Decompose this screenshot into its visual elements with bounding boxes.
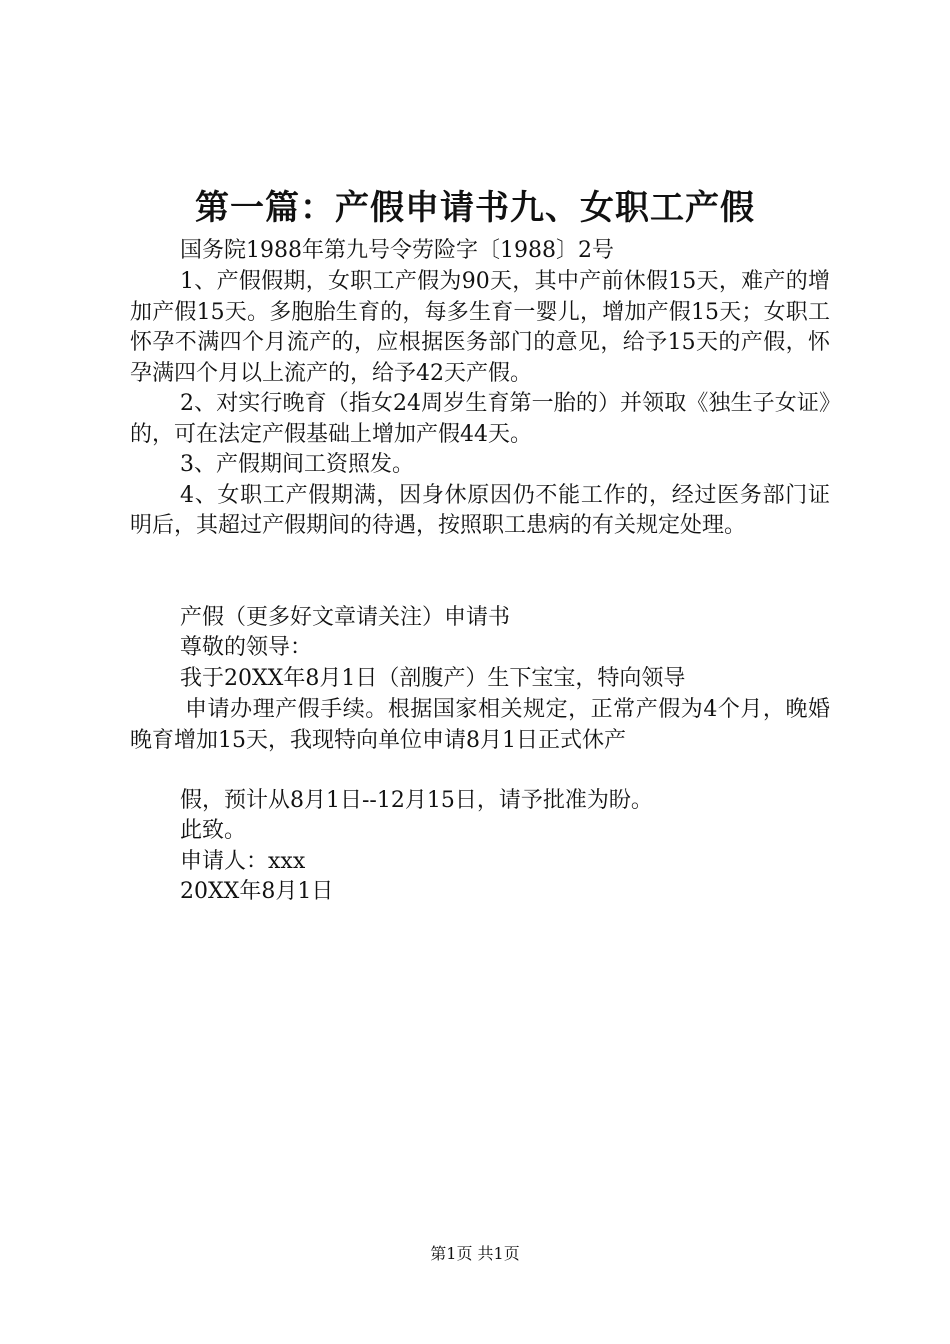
letter-salutation: 尊敬的领导：	[180, 635, 313, 660]
article-body	[130, 267, 830, 542]
page-footer: 第1页 共1页	[430, 1244, 520, 1263]
letter-line-3: 假，预计从8月1日--12月15日，请予批准为盼。	[180, 788, 653, 813]
article-paragraph-4: 4、女职工产假期满，因身休原因仍不能工作的，经过医务部门证明后，其超过产假期间的待遇，按照职工患病的有关规定处理。	[130, 482, 830, 538]
letter-paragraph-text: 申请办理产假手续。根据国家相关规定，正常产假为4个月，晚婚晚育增加15天，我现特向单位申请8月1日正式休产	[130, 697, 830, 753]
article-paragraph-3: 3、产假期间工资照发。	[180, 452, 414, 477]
letter-applicant: 申请人：xxx	[180, 849, 306, 874]
article-paragraph-2: 2、对实行晚育（指女24周岁生育第一胎的）并领取《独生子女证》的，可在法定产假基础上增加产假44天。	[130, 391, 830, 447]
document-title: 第一篇：产假申请书九、女职工产假	[195, 188, 755, 228]
letter-title: 产假（更多好文章请关注）申请书	[180, 605, 511, 630]
letter-closing: 此致。	[180, 818, 247, 843]
letter-date: 20XX年8月1日	[180, 879, 334, 904]
article-paragraph-1: 1、产假假期，女职工产假为90天，其中产前休假15天，难产的增加产假15天。多胞胎生育的，每多生育一婴儿，增加产假15天；女职工怀孕不满四个月流产的，应根据医务部门的意见，给予15天的产假，怀孕满四个月以上流产的，给予42天产假。	[130, 269, 830, 386]
letter-paragraph	[130, 695, 830, 756]
letter-line-1: 我于20XX年8月1日（剖腹产）生下宝宝，特向领导	[180, 666, 686, 691]
decree-reference: 国务院1988年第九号令劳险字〔1988〕2号	[180, 238, 614, 263]
